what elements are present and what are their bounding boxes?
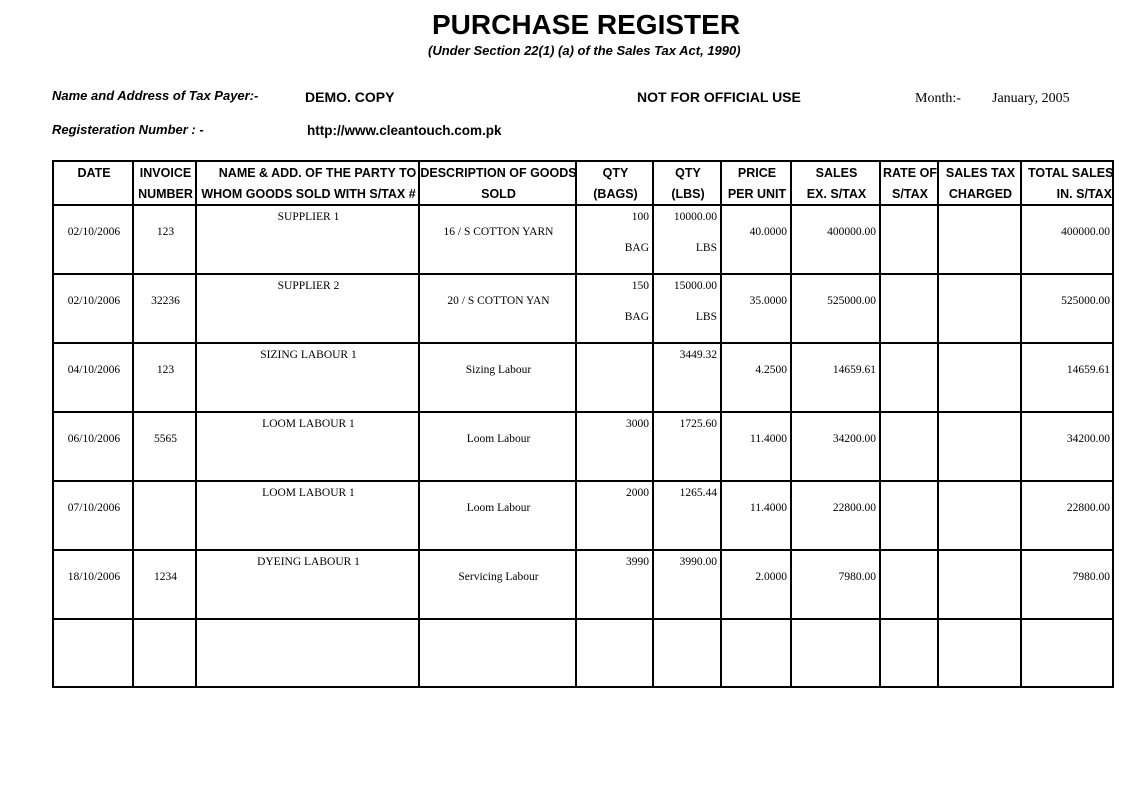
cell-party: LOOM LABOUR 1 bbox=[262, 418, 355, 430]
cell-description: 20 / S COTTON YAN bbox=[447, 295, 550, 307]
cell-total: 400000.00 bbox=[1061, 226, 1110, 238]
cell-qty-bags: 3990 bbox=[626, 556, 649, 568]
cell-invoice: 1234 bbox=[154, 571, 177, 583]
cell-qty-lbs: 1725.60 bbox=[679, 418, 717, 430]
cell-description: Servicing Labour bbox=[458, 571, 539, 583]
row-divider bbox=[54, 618, 1112, 620]
header-total: TOTAL SALES IN. S/TAX bbox=[1028, 166, 1114, 201]
header-price: PRICE PER UNIT bbox=[727, 166, 787, 201]
cell-sales: 400000.00 bbox=[827, 226, 876, 238]
month-label: Month:- bbox=[915, 91, 961, 106]
header-qty-bags: QTY (BAGS) bbox=[593, 166, 638, 201]
cell-lbs-unit: LBS bbox=[695, 242, 717, 254]
header-qty-lbs: QTY (LBS) bbox=[671, 166, 705, 201]
column-divider bbox=[790, 162, 792, 686]
registration-value: http://www.cleantouch.com.pk bbox=[307, 123, 502, 138]
cell-qty-bags: 100 bbox=[631, 211, 649, 223]
cell-party: DYEING LABOUR 1 bbox=[257, 556, 360, 568]
cell-date: 02/10/2006 bbox=[67, 226, 121, 238]
cell-qty-lbs: 15000.00 bbox=[673, 280, 717, 292]
cell-price: 4.2500 bbox=[755, 364, 787, 376]
cell-date: 06/10/2006 bbox=[67, 433, 121, 445]
cell-invoice: 32236 bbox=[151, 295, 180, 307]
row-divider bbox=[54, 204, 1112, 206]
cell-qty-lbs: 10000.00 bbox=[673, 211, 717, 223]
cell-bags-unit: BAG bbox=[624, 242, 649, 254]
cell-party: LOOM LABOUR 1 bbox=[262, 487, 355, 499]
cell-sales: 34200.00 bbox=[832, 433, 876, 445]
cell-party: SIZING LABOUR 1 bbox=[260, 349, 357, 361]
cell-qty-bags: 150 bbox=[631, 280, 649, 292]
cell-description: 16 / S COTTON YARN bbox=[443, 226, 554, 238]
cell-party: SUPPLIER 2 bbox=[277, 280, 340, 292]
cell-sales: 525000.00 bbox=[827, 295, 876, 307]
cell-qty-lbs: 3990.00 bbox=[679, 556, 717, 568]
cell-invoice: 123 bbox=[156, 364, 175, 376]
cell-price: 11.4000 bbox=[750, 502, 787, 514]
row-divider bbox=[54, 342, 1112, 344]
header-invoice: INVOICE NUMBER bbox=[138, 166, 193, 201]
row-divider bbox=[54, 273, 1112, 275]
cell-total: 7980.00 bbox=[1072, 571, 1110, 583]
column-divider bbox=[132, 162, 134, 686]
cell-invoice: 5565 bbox=[154, 433, 177, 445]
taxpayer-name-label: Name and Address of Tax Payer:- bbox=[52, 88, 259, 103]
cell-total: 525000.00 bbox=[1061, 295, 1110, 307]
header-date: DATE bbox=[77, 166, 111, 180]
row-divider bbox=[54, 480, 1112, 482]
cell-description: Loom Labour bbox=[466, 502, 531, 514]
cell-price: 11.4000 bbox=[750, 433, 787, 445]
cell-party: SUPPLIER 1 bbox=[277, 211, 340, 223]
cell-qty-bags: 2000 bbox=[626, 487, 649, 499]
cell-total: 22800.00 bbox=[1066, 502, 1110, 514]
column-divider bbox=[879, 162, 881, 686]
header-sales: SALES EX. S/TAX bbox=[806, 166, 867, 201]
cell-sales: 22800.00 bbox=[832, 502, 876, 514]
cell-sales: 14659.61 bbox=[832, 364, 876, 376]
cell-bags-unit: BAG bbox=[624, 311, 649, 323]
header-description: DESCRIPTION OF GOODS SOLD bbox=[420, 166, 577, 201]
page-subtitle: (Under Section 22(1) (a) of the Sales Tax Act, 1990) bbox=[428, 43, 741, 58]
cell-total: 34200.00 bbox=[1066, 433, 1110, 445]
cell-lbs-unit: LBS bbox=[695, 311, 717, 323]
taxpayer-name-value: DEMO. COPY bbox=[305, 89, 395, 105]
purchase-register-table bbox=[52, 160, 1114, 688]
cell-description: Sizing Labour bbox=[465, 364, 532, 376]
cell-total: 14659.61 bbox=[1066, 364, 1110, 376]
column-divider bbox=[1020, 162, 1022, 686]
month-value: January, 2005 bbox=[992, 91, 1070, 106]
cell-qty-lbs: 3449.32 bbox=[679, 349, 717, 361]
page-title: PURCHASE REGISTER bbox=[432, 9, 741, 40]
cell-invoice: 123 bbox=[156, 226, 175, 238]
column-divider bbox=[720, 162, 722, 686]
official-use-notice: NOT FOR OFFICIAL USE bbox=[637, 89, 801, 105]
column-divider bbox=[937, 162, 939, 686]
cell-qty-bags: 3000 bbox=[626, 418, 649, 430]
row-divider bbox=[54, 411, 1112, 413]
cell-description: Loom Labour bbox=[466, 433, 531, 445]
cell-date: 02/10/2006 bbox=[67, 295, 121, 307]
cell-sales: 7980.00 bbox=[838, 571, 876, 583]
cell-qty-lbs: 1265.44 bbox=[679, 487, 717, 499]
header-sales-tax: SALES TAX CHARGED bbox=[945, 166, 1016, 201]
cell-date: 04/10/2006 bbox=[67, 364, 121, 376]
header-rate: RATE OF S/TAX bbox=[883, 166, 937, 201]
cell-date: 07/10/2006 bbox=[67, 502, 121, 514]
registration-label: Registeration Number : - bbox=[52, 122, 204, 137]
header-party: NAME & ADD. OF THE PARTY TO WHOM GOODS SOLD WITH S/TAX # bbox=[201, 166, 417, 201]
cell-price: 40.0000 bbox=[749, 226, 787, 238]
row-divider bbox=[54, 549, 1112, 551]
cell-date: 18/10/2006 bbox=[67, 571, 121, 583]
cell-price: 35.0000 bbox=[749, 295, 787, 307]
cell-price: 2.0000 bbox=[755, 571, 787, 583]
